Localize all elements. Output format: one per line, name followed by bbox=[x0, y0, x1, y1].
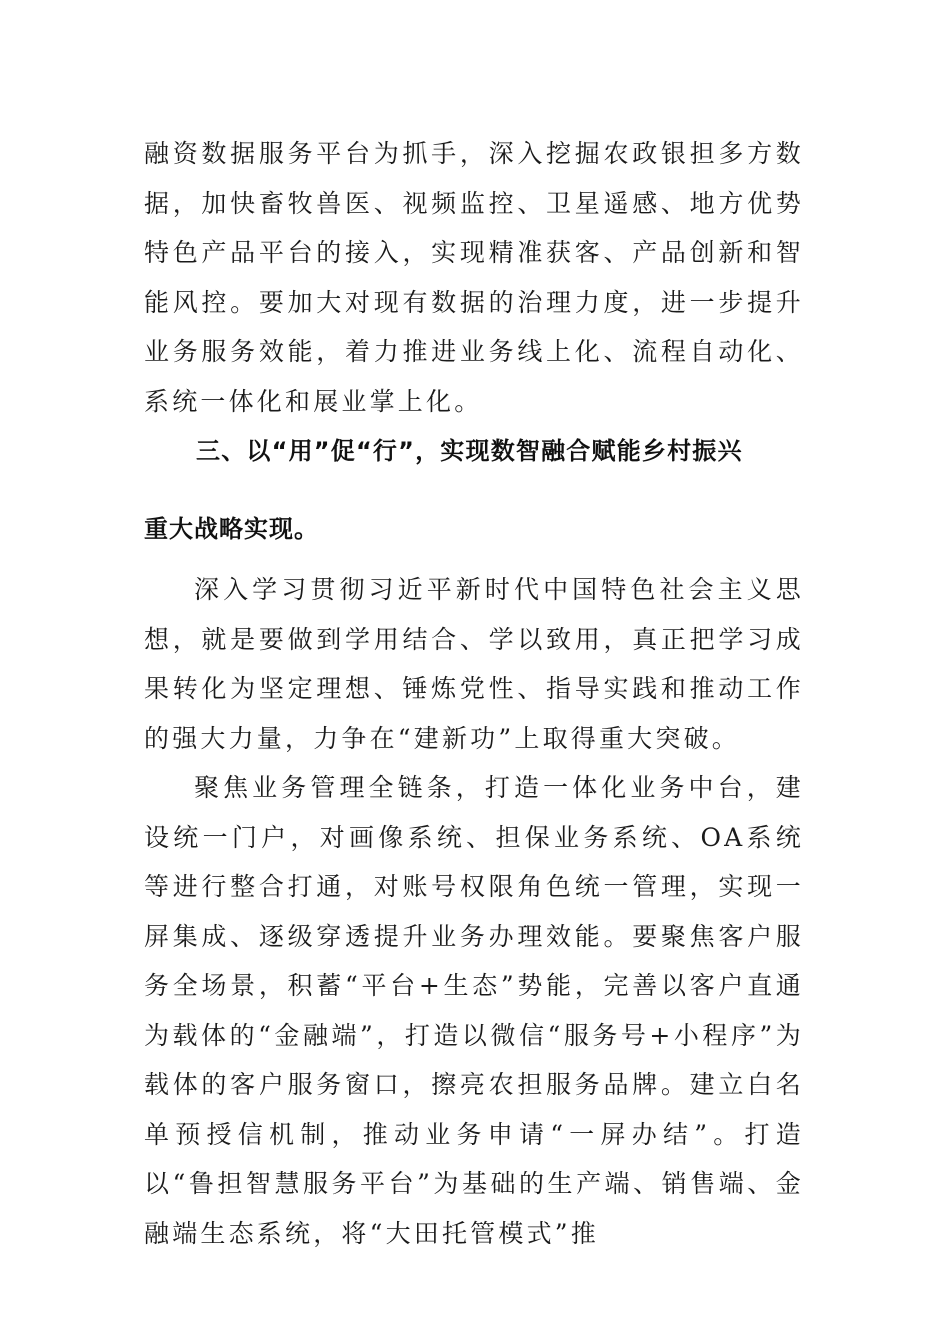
paragraph-continuation: 融资数据服务平台为抓手，深入挖掘农政银担多方数据，加快畜牧兽医、视频监控、卫星遥感、地方优势特色产品平台的接入，实现精准获客、产品创新和智能风控。要加大对现有数据的治理力度，进一步提升业务服务效能，着力推进业务线上化、流程自动化、系统一体化和展业掌上化。 bbox=[144, 139, 804, 416]
section-heading bbox=[144, 427, 804, 554]
section-heading-line-2: 重大战略实现。 bbox=[144, 514, 319, 543]
paragraph-study-application: 深入学习贯彻习近平新时代中国特色社会主义思想，就是要做到学用结合、学以致用，真正把学习成果转化为坚定理想、锤炼党性、指导实践和推动工作的强大力量，力争在“建新功”上取得重大突破。 bbox=[144, 575, 804, 753]
section-heading-line-1: 三、以“用”促“行”，实现数智融合赋能乡村振兴 bbox=[196, 437, 743, 465]
paragraph-business-platform: 聚焦业务管理全链条，打造一体化业务中台，建设统一门户，对画像系统、担保业务系统、OA系统等进行整合打通，对账号权限角色统一管理，实现一屏集成、逐级穿透提升业务办理效能。要聚焦客户服务全场景，积蓄“平台+生态”势能，完善以客户直通为载体的“金融端”，打造以微信“服务号+小程序”为载体的客户服务窗口，擦亮农担服务品牌。建立白名单预授信机制，推动业务申请“一屏办结”。打造以“鲁担智慧服务平台”为基础的生产端、销售端、金融端生态系统，将“大田托管模式”推 bbox=[144, 773, 804, 1248]
